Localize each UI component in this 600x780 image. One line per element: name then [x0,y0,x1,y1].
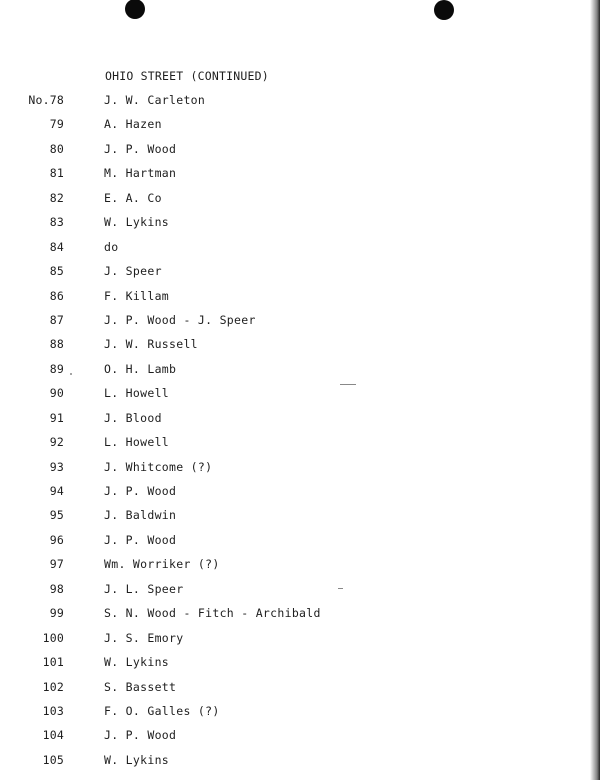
entry-name: L. Howell [104,435,170,450]
entry-list [0,91,600,775]
entry-number: 100 [42,630,64,645]
list-item [0,751,600,775]
entry-name: J. L. Speer [104,581,184,596]
entry-name: J. Blood [104,410,162,425]
entry-name: J. P. Wood [104,728,177,743]
list-item [0,702,600,726]
page-edge-shadow [590,0,600,780]
list-item [0,678,600,702]
list-item [0,140,600,164]
entry-number: 80 [49,141,64,156]
entry-name: E. A. Co [104,190,162,205]
entry-name: L. Howell [104,386,170,401]
list-item [0,384,600,408]
entry-name: J. Whitcome (?) [104,459,213,474]
entry-number: 94 [49,484,64,498]
list-item [0,482,600,506]
entry-name: J. W. Russell [104,337,198,352]
entry-number: 82 [49,190,64,205]
list-item [0,164,600,188]
entry-name: J. W. Carleton [104,93,206,107]
list-item [0,458,600,482]
entry-number: 95 [49,508,64,523]
entry-number: 88 [49,337,64,352]
list-item [0,335,600,359]
entry-number: 86 [49,288,64,303]
list-item [0,629,600,653]
entry-number: 105 [42,752,64,767]
entry-name: W. Lykins [104,752,170,767]
entry-number: 101 [42,655,64,670]
list-item [0,213,600,237]
list-item [0,433,600,457]
entry-number: 99 [49,606,64,621]
entry-name: M. Hartman [104,166,177,181]
entry-number: 90 [49,386,64,401]
entry-number: 85 [49,264,64,279]
entry-name: J. P. Wood - J. Speer [104,312,256,327]
entry-number: 87 [49,312,64,327]
list-item [0,604,600,628]
entry-name: A. Hazen [104,117,162,132]
entry-name: W. Lykins [104,655,170,670]
entry-name: do [104,239,119,254]
entry-name: F. Killam [104,288,170,303]
entry-name: O. H. Lamb [104,361,177,376]
list-item [0,506,600,530]
entry-number: 96 [49,532,64,547]
entry-name: J. P. Wood [104,532,177,547]
list-item [0,580,600,604]
list-item [0,360,600,384]
list-item [0,238,600,262]
entry-number: 98 [49,581,64,596]
list-item [0,115,600,139]
list-item [0,91,600,115]
entry-number: 91 [49,410,64,425]
list-item [0,262,600,286]
entry-name: F. O. Galles (?) [104,703,220,718]
entry-number: 92 [49,435,64,450]
entry-number: 81 [49,166,64,181]
entry-name: J. P. Wood [104,141,177,156]
entry-number: 102 [42,679,64,694]
list-item [0,555,600,579]
entry-name: Wm. Worriker (?) [104,557,220,572]
list-item [0,531,600,555]
entry-name: J. Baldwin [104,508,177,523]
entry-number: 79 [49,117,64,132]
punch-hole-right [434,0,454,20]
list-item [0,726,600,750]
entry-number: 84 [49,239,64,254]
list-item [0,189,600,213]
list-item [0,287,600,311]
entry-name: S. N. Wood - Fitch - Archibald [104,606,321,621]
page-heading: OHIO STREET (CONTINUED) [105,69,269,83]
entry-name: J. Speer [104,264,162,279]
entry-number: 104 [42,728,64,743]
entry-number: 89 [49,361,64,376]
entry-number: 97 [49,557,64,572]
punch-hole-left [125,0,145,19]
entry-name: S. Bassett [104,679,177,694]
entry-number: No.78 [28,93,64,107]
entry-name: J. S. Emory [104,630,184,645]
entry-number: 103 [42,703,64,718]
list-item [0,311,600,335]
list-item [0,409,600,433]
entry-number: 83 [49,215,64,230]
entry-name: J. P. Wood [104,484,177,498]
list-item [0,653,600,677]
entry-number: 93 [49,459,64,474]
entry-name: W. Lykins [104,215,170,230]
